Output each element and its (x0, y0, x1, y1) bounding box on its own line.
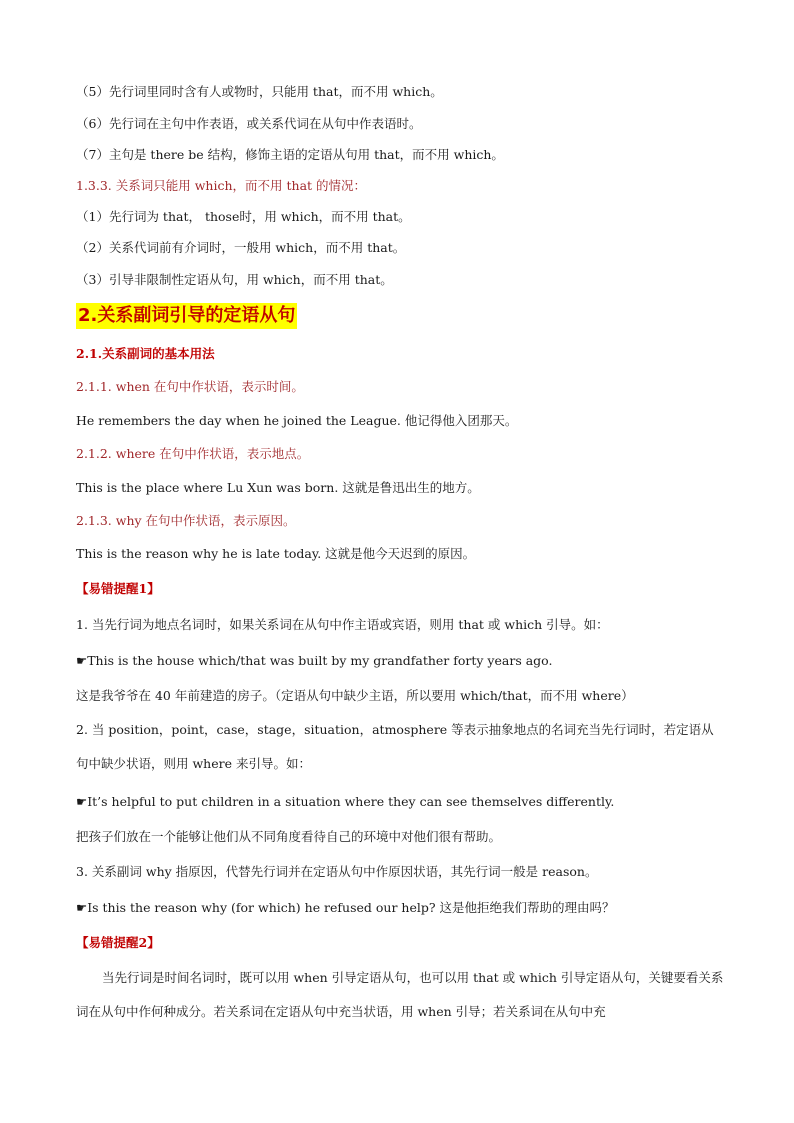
tip-1-example-2: ☛It’s helpful to put children in a situation where they can see themselves differently. (76, 794, 615, 809)
tip-1-title: 【易错提醒1】 (76, 581, 160, 596)
tip-2-title: 【易错提醒2】 (76, 935, 160, 950)
section-2-heading: 2.关系副词引导的定语从句 (76, 303, 297, 329)
tip-1-point-2: 2. 当 position，point，case，stage，situation，atmosphere 等表示抽象地点的名词充当先行词时，若定语从句中缺少状语，则用 where 来引导。如： (76, 722, 714, 771)
which-rule-2: （2）关系代词前有介词时，一般用 which，而不用 that。 (76, 240, 406, 255)
rule-7: （7）主句是 there be 结构，修饰主语的定语从句用 that，而不用 which。 (76, 147, 504, 162)
tip-2-paragraph: 当先行词是时间名词时，既可以用 when 引导定语从句，也可以用 that 或 which 引导定语从句，关键要看关系词在从句中作何种成分。若关系词在定语从句中充当状语，用 when 引导；若关系词在从句中充 (76, 970, 724, 1019)
tip-1-translation-1: 这是我爷爷在 40 年前建造的房子。（定语从句中缺少主语，所以要用 which/that，而不用 where） (76, 688, 634, 703)
section-2-1-3: 2.1.3. why 在句中作状语，表示原因。 (76, 513, 296, 528)
rule-5: （5）先行词里同时含有人或物时，只能用 that，而不用 which。 (76, 84, 443, 99)
which-rule-3: （3）引导非限制性定语从句，用 which，而不用 that。 (76, 272, 393, 287)
tip-1-point-3: 3. 关系副词 why 指原因，代替先行词并在定语从句中作原因状语，其先行词一般是 reason。 (76, 864, 598, 879)
tip-1-point-1: 1. 当先行词为地点名词时，如果关系词在从句中作主语或宾语，则用 that 或 which 引导。如： (76, 617, 609, 632)
tip-1-example-1: ☛This is the house which/that was built by my grandfather forty years ago. (76, 653, 553, 668)
which-rule-1: （1）先行词为 that， those时，用 which，而不用 that。 (76, 209, 411, 224)
section-1-3-3: 1.3.3. 关系词只能用 which，而不用 that 的情况： (76, 178, 367, 193)
example-why: This is the reason why he is late today. 这就是他今天迟到的原因。 (76, 546, 476, 561)
section-2-1-2: 2.1.2. where 在句中作状语，表示地点。 (76, 446, 310, 461)
section-2-1-1: 2.1.1. when 在句中作状语，表示时间。 (76, 379, 304, 394)
rule-6: （6）先行词在主句中作表语，或关系代词在从句中作表语时。 (76, 116, 422, 131)
tip-1-translation-2: 把孩子们放在一个能够让他们从不同角度看待自己的环境中对他们很有帮助。 (76, 829, 502, 844)
example-where: This is the place where Lu Xun was born. 这就是鲁迅出生的地方。 (76, 480, 480, 495)
tip-1-example-3: ☛Is this the reason why (for which) he refused our help? 这是他拒绝我们帮助的理由吗？ (76, 900, 615, 915)
section-2-1: 2.1.关系副词的基本用法 (76, 346, 215, 361)
example-when: He remembers the day when he joined the League. 他记得他入团那天。 (76, 413, 518, 428)
